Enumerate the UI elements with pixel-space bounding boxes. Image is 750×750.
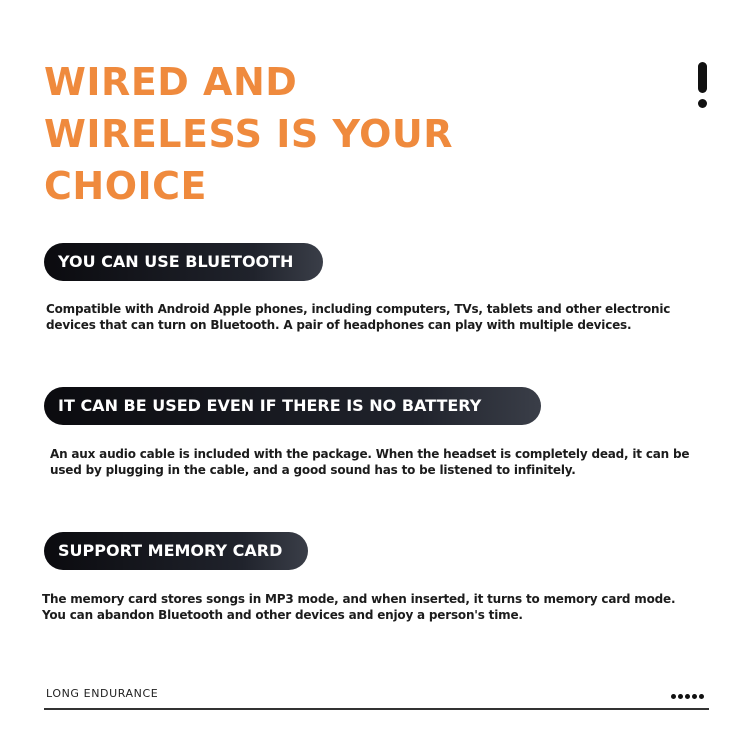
footer-divider xyxy=(44,708,709,710)
text-line: An aux audio cable is included with the package. When the headset is completely dead, it can be xyxy=(50,447,690,461)
footer-label: LONG ENDURANCE xyxy=(46,687,159,700)
title-line: WIRED AND xyxy=(44,60,298,104)
title-line: WIRELESS IS YOUR xyxy=(44,112,454,156)
section-heading-no-battery: IT CAN BE USED EVEN IF THERE IS NO BATTERY xyxy=(44,387,541,425)
section-heading-bluetooth: YOU CAN USE BLUETOOTH xyxy=(44,243,323,281)
text-line: used by plugging in the cable, and a good sound has to be listened to infinitely. xyxy=(50,463,576,477)
text-line: Compatible with Android Apple phones, including computers, TVs, tablets and other electronic xyxy=(46,302,671,316)
title-line: CHOICE xyxy=(44,164,207,208)
section-text-no-battery xyxy=(50,446,730,478)
section-heading-memory-card: SUPPORT MEMORY CARD xyxy=(44,532,308,570)
exclamation-icon xyxy=(697,62,709,110)
section-text-memory-card xyxy=(42,591,722,623)
text-line: The memory card stores songs in MP3 mode, and when inserted, it turns to memory card mode. xyxy=(42,592,676,606)
text-line: devices that can turn on Bluetooth. A pair of headphones can play with multiple devices. xyxy=(46,318,632,332)
dots-icon xyxy=(671,694,704,699)
text-line: You can abandon Bluetooth and other devices and enjoy a person's time. xyxy=(42,608,523,622)
section-text-bluetooth xyxy=(46,301,726,333)
page-title xyxy=(44,56,564,212)
